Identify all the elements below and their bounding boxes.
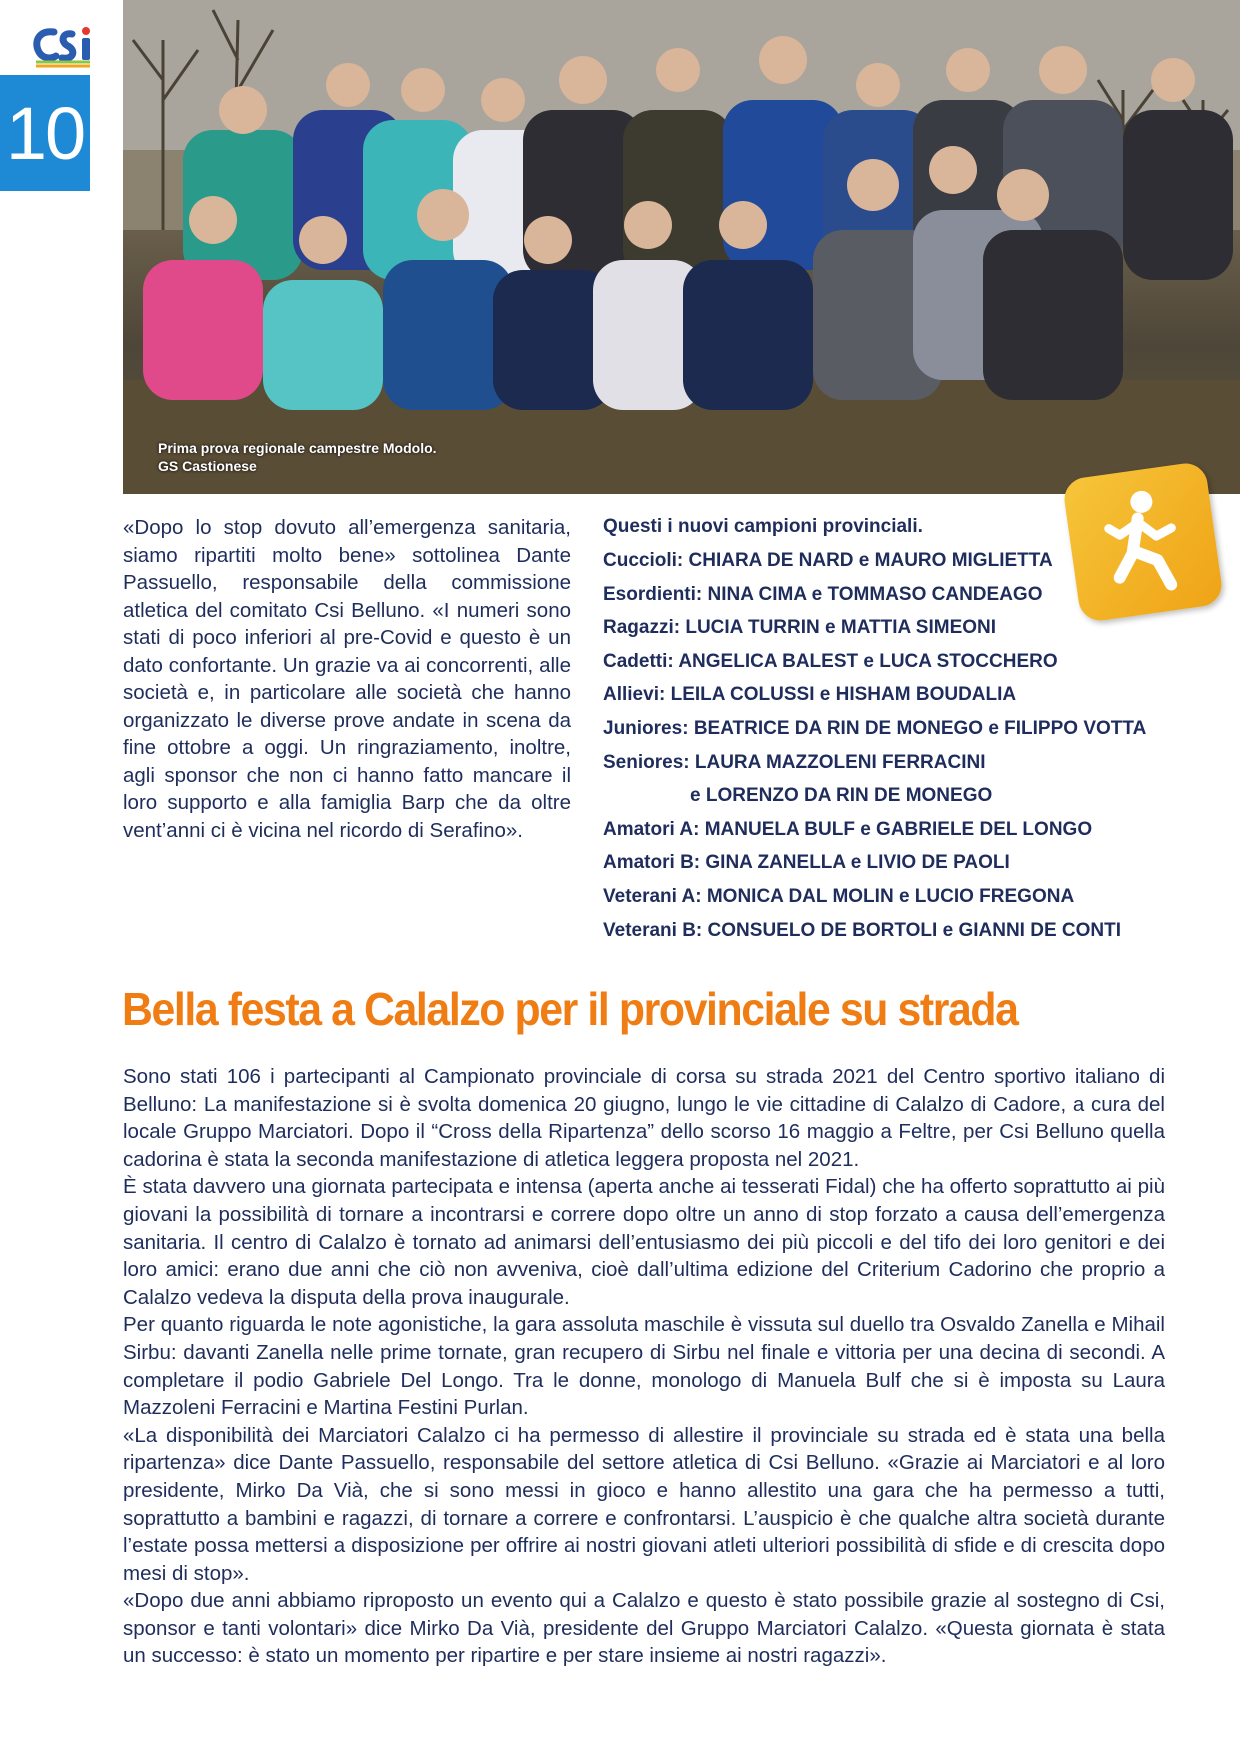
article-paragraph: È stata davvero una giornata partecipata e intensa (aperta anche ai tesserati Fidal) che ha offerto soprattutto ai più giovani la possibilità di tornare a incontrarsi e correre dopo oltre un anno di stop forzato a causa dell’emergenza sanitaria. Il centro di Calalzo è tornato ad animarsi dell’entusiasmo dei più piccoli e del tifo dei loro genitori e dei loro amici: erano due anni che ciò non avveniva, cioè dall’ultima edizione del Criterium Cadorino che proprio a Calalzo vedeva la disputa della prova inaugurale. — [123, 1175, 1165, 1309]
champion-row — [603, 616, 1203, 650]
champion-names: MONICA DAL MOLIN e LUCIO FREGONA — [706, 885, 1075, 907]
team-photo-illustration — [123, 0, 1240, 494]
champion-category: Allievi: — [603, 684, 666, 706]
article-paragraph: «Dopo due anni abbiamo riproposto un evento qui a Calalzo e questo è stato possibile grazie al sostegno di Csi, sponsor e tanti volontari» dice Mirko Da Vià, presidente del Gruppo Marciatori Calalzo. «Questa giornata è stata un successo: è stato un momento per ripartire e per stare insieme ai nostri ragazzi». — [123, 1589, 1165, 1668]
champion-row — [603, 751, 1203, 785]
champion-row — [603, 919, 1203, 953]
champion-names: LEILA COLUSSI e HISHAM BOUDALIA — [670, 684, 1017, 706]
champion-names: ANGELICA BALEST e LUCA STOCCHERO — [678, 650, 1058, 672]
champion-row — [603, 818, 1203, 852]
csi-logo — [28, 22, 100, 72]
champion-names: GINA ZANELLA e LIVIO DE PAOLI — [705, 852, 1010, 874]
champions-intro: Questi i nuovi campioni provinciali. — [603, 516, 923, 537]
champion-category: Seniores: — [603, 751, 690, 773]
champion-category: Amatori A: — [603, 818, 700, 840]
champion-names: e LORENZO DA RIN DE MONEGO — [690, 785, 993, 807]
champion-category: Juniores: — [603, 717, 689, 739]
article-paragraph: Per quanto riguarda le note agonistiche, la gara assoluta maschile è vissuta sul duello tra Osvaldo Zanella e Mihail Sirbu: davanti Zanella nelle prime tornate, gran recupero di Sirbu nel finale e vittoria per una decina di secondi. A completare il podio Gabriele Del Longo. Tra le donne, monologo di Manuela Bulf che si è imposta su Laura Mazzoleni Ferracini e Martina Festini Purlan. — [123, 1313, 1165, 1420]
champion-names: MANUELA BULF e GABRIELE DEL LONGO — [704, 818, 1093, 840]
runner-icon — [1062, 461, 1225, 624]
champion-row-continuation — [603, 784, 1203, 818]
runner-badge — [1062, 461, 1225, 624]
intro-paragraph: «Dopo lo stop dovuto all’emergenza sanitaria, siamo ripartiti molto bene» sottolinea Dante Passuello, responsabile della commissione atletica del comitato Csi Belluno. «I numeri sono stati di poco inferiori al pre-Covid e questo è un dato confortante. Un grazie va ai concorrenti, alle società e, in particolare alle società che hanno organizzato le diverse prove andate in scena da fine ottobre a oggi. Un ringraziamento, inoltre, agli sponsor che non ci hanno fatto mancare il loro supporto e alla famiglia Barp che da oltre vent’anni ci è vicina nel ricordo di Serafino». — [123, 516, 571, 842]
article-paragraph: «La disponibilità dei Marciatori Calalzo ci ha permesso di allestire il provinciale su strada ed è stata una bella ripartenza» dice Dante Passuello, responsabile del settore atletica di Csi Belluno. «Grazie ai Marciatori e al loro presidente, Mirko Da Vià, che si sono messi in gioco e hanno allestito una gara che ha permesso a tutti, soprattutto a bambini e ragazzi, di tornare a correre e confrontarsi. L’auspicio è che qualche altra società durante l’estate possa mettersi a disposizione per offrire ai nostri giovani atleti ulteriori possibilità di sfide e di crescita dopo mesi di stop». — [123, 1423, 1165, 1585]
champion-row — [603, 851, 1203, 885]
photo-caption-line2: GS Castionese — [158, 458, 257, 474]
champion-category: Amatori B: — [603, 852, 701, 874]
article-paragraph: Sono stati 106 i partecipanti al Campionato provinciale di corsa su strada 2021 del Centro sportivo italiano di Belluno: La manifestazione si è svolta domenica 20 giugno, lungo le vie cittadine di Calalzo di Cadore, a cura del locale Gruppo Marciatori. Dopo il “Cross della Ripartenza” dello scorso 16 maggio a Feltre, per Csi Belluno quella cadorina è stata la seconda manifestazione di atletica leggera proposta nel 2021. — [123, 1065, 1165, 1171]
champion-category: Veterani B: — [603, 919, 703, 941]
champion-names: BEATRICE DA RIN DE MONEGO e FILIPPO VOTTA — [693, 717, 1147, 739]
champion-category: Esordienti: — [603, 583, 703, 605]
photo-caption-line1: Prima prova regionale campestre Modolo. — [158, 440, 437, 456]
champion-names: NINA CIMA e TOMMASO CANDEAGO — [707, 583, 1043, 605]
champion-names: CONSUELO DE BORTOLI e GIANNI DE CONTI — [707, 919, 1122, 941]
champion-category: Cadetti: — [603, 650, 674, 672]
champion-names: CHIARA DE NARD e MAURO MIGLIETTA — [688, 550, 1053, 571]
photo-caption — [158, 439, 437, 475]
champion-names: LUCIA TURRIN e MATTIA SIMEONI — [685, 617, 997, 639]
champion-category: Veterani A: — [603, 885, 702, 907]
article-headline: Bella festa a Calalzo per il provinciale su strada — [122, 983, 1018, 1035]
champion-row — [603, 650, 1203, 684]
champion-category: Cuccioli: — [603, 550, 684, 571]
team-photo — [123, 0, 1240, 494]
champion-row — [603, 717, 1203, 751]
champion-row — [603, 683, 1203, 717]
champion-names: LAURA MAZZOLENI FERRACINI — [694, 751, 986, 773]
champion-row — [603, 885, 1203, 919]
page-number: 10 — [0, 75, 90, 191]
article-body — [123, 1063, 1165, 1670]
champion-category: Ragazzi: — [603, 617, 681, 639]
